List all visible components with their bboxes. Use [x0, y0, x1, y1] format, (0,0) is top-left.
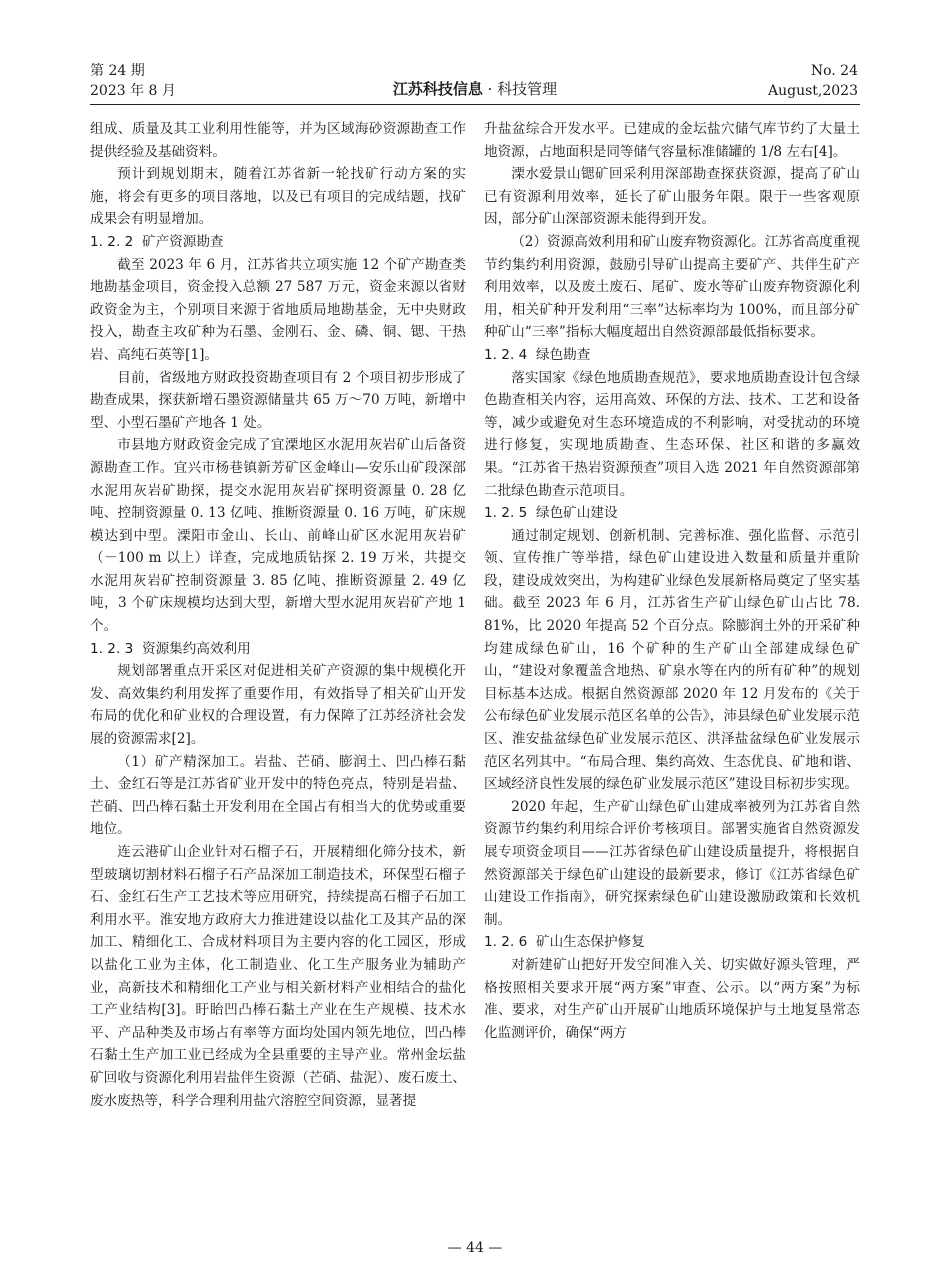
- section-heading-1-2-2: 1. 2. 2 矿产资源勘查: [90, 233, 224, 250]
- paragraph: 目前，省级地方财政投资勘查项目有 2 个项目初步形成了勘查成果，探获新增石墨资源储量共 65 万～70 万吨，新增中型、小型石墨矿产地各 1 处。: [90, 369, 466, 431]
- issue-number-en: No. 24: [810, 63, 858, 79]
- paragraph: 通过制定规划、创新机制、完善标准、强化监督、示范引领、宣传推广等举措，绿色矿山建设进入数量和质量并重阶段，建设成效突出，为构建矿业绿色发展新格局奠定了坚实基础。截至 2023 年 6 月，江苏省生产矿山绿色矿山占比 78. 81%，比 2020 年提高 52 个百分点。除膨润土外的开采矿种均建成绿色矿山，16 个矿种的生产矿山全部建成绿色矿山，“建设对象覆盖含地热、矿泉水等在内的所有矿种”的规划目标基本达成。根据自然资源部 2020 年 12 月发布的《关于公布绿色矿业发展示范区名单的公告》，沛县绿色矿业发展示范区、淮安盐盆绿色矿业发展示范区、洪泽盐盆绿色矿业发展示范区名列其中。“布局合理、集约高效、生态优良、矿地和谐、区域经济良性发展的绿色矿业发展示范区”建设目标初步实现。: [484, 527, 860, 793]
- page-number: — 44 —: [447, 1240, 503, 1256]
- paragraph: 截至 2023 年 6 月，江苏省共立项实施 12 个矿产勘查类地勘基金项目，资金投入总额 27 587 万元，资金来源以省财政资金为主，个别项目来源于省地质局地勘基金，无中央财政投入，勘查主攻矿种为石墨、金刚石、金、磷、铜、锶、干热岩、高纯石英等[1]。: [90, 256, 466, 363]
- paragraph: 溧水爱景山锶矿回采利用深部勘查探获资源，提高了矿山已有资源利用效率，延长了矿山服务年限。限于一些客观原因，部分矿山深部资源未能得到开发。: [484, 166, 860, 228]
- issue-date-cn: 2023 年 8 月: [90, 83, 176, 99]
- paragraph: 落实国家《绿色地质勘查规范》，要求地质勘查设计包含绿色勘查相关内容，运用高效、环保的方法、技术、工艺和设备等，减少或避免对生态环境造成的不利影响，对受扰动的环境进行修复，实现地质勘查、生态环保、社区和谐的多赢效果。“江苏省干热岩资源预查”项目入选 2021 年自然资源部第二批绿色勘查示范项目。: [484, 369, 860, 499]
- journal-name: 江苏科技信息: [392, 80, 483, 98]
- paragraph: 预计到规划期末，随着江苏省新一轮找矿行动方案的实施，将会有更多的项目落地，以及已有项目的完成结题，找矿成果会有明显增加。: [90, 166, 466, 228]
- paragraph: 组成、质量及其工业利用性能等，并为区域海砂资源勘查工作提供经验及基础资料。: [90, 121, 466, 160]
- section-heading-1-2-6: 1. 2. 6 矿山生态保护修复: [484, 934, 645, 951]
- issue-number-cn: 第 24 期: [90, 63, 145, 79]
- paragraph: （2）资源高效利用和矿山废弃物资源化。江苏省高度重视节约集约利用资源，鼓励引导矿山提高主要矿产、共伴生矿产利用效率，以及废土废石、尾矿、废水等矿山废弃物资源化利用，相关矿种开发利用“三率”达标率均为 100%，而且部分矿种矿山“三率”指标大幅度超出自然资源部最低指标要求。: [484, 233, 860, 341]
- page-header: [0, 0, 950, 110]
- paragraph: （1）矿产精深加工。岩盐、芒硝、膨润土、凹凸棒石黏土、金红石等是江苏省矿业开发中的特色亮点，特别是岩盐、芒硝、凹凸棒石黏土开发利用在全国占有相当大的优势或重要地位。: [90, 753, 466, 838]
- paragraph: 规划部署重点开采区对促进相关矿产资源的集中规模化开发、高效集约利用发挥了重要作用，有效指导了相关矿山开发布局的优化和矿业权的合理设置，有力保障了江苏经济社会发展的资源需求[2]。: [90, 663, 466, 748]
- paragraph: 连云港矿山企业针对石榴子石，开展精细化筛分技术，新型玻璃切割材料石榴子石产品深加工制造技术，环保型石榴子石、金红石生产工艺技术等应用研究，持续提高石榴子石加工利用水平。淮安地方政府大力推进建设以盐化工及其产品的深加工、精细化工、合成材料项目为主要内容的化工园区，形成以盐化工业为主体，化工制造业、化工生产服务业为辅助产业，高新技术和精细化工产业与相关新材料产业相结合的盐化工产业结构[3]。盱眙凹凸棒石黏土产业在生产规模、技术水平、产品种类及市场占有率等方面均处国内领先地位，凹凸棒石黏土生产加工业已经成为全县重要的主导产业。常州金坛盐矿回收与资源化利用岩盐伴生资源（芒硝、盐泥）、废石废土、废水废热等，科学合理利用盐穴溶腔空间资源，显著提: [90, 844, 466, 1109]
- section-heading-1-2-5: 1. 2. 5 绿色矿山建设: [484, 505, 618, 522]
- left-column: [90, 118, 466, 1112]
- section-heading-1-2-4: 1. 2. 4 绿色勘查: [484, 346, 591, 363]
- paragraph: 市县地方财政资金完成了宜溧地区水泥用灰岩矿山后备资源勘查工作。宜兴市杨巷镇新芳矿区金峰山—安乐山矿段深部水泥用灰岩矿勘探，提交水泥用灰岩矿探明资源量 0. 28 亿吨、控制资源量 0. 13 亿吨、推断资源量 0. 16 万吨，矿床规模达到中型。溧阳市金山、长山、前峰山矿区水泥用灰岩矿（－100 m 以上）详查，完成地质钻探 2. 19 万米，共提交水泥用灰岩矿控制资源量 3. 85 亿吨、推断资源量 2. 49 亿吨，3 个矿床规模均达到大型，新增大型水泥用灰岩矿产地 1 个。: [90, 437, 466, 635]
- journal-section: · 科技管理: [487, 80, 558, 98]
- paragraph: 2020 年起，生产矿山绿色矿山建成率被列为江苏省自然资源节约集约利用综合评价考核项目。部署实施省自然资源发展专项资金项目——江苏省绿色矿山建设质量提升，将根据自然资源部关于绿色矿山建设的最新要求，修订《江苏省绿色矿山建设工作指南》，研究探索绿色矿山建设激励政策和长效机制。: [484, 798, 860, 928]
- section-heading-1-2-3: 1. 2. 3 资源集约高效利用: [90, 640, 251, 657]
- header-divider: [90, 104, 860, 105]
- paragraph: 对新建矿山把好开发空间准入关、切实做好源头管理，严格按照相关要求开展“两方案”审查、公示。以“两方案”为标准、要求，对生产矿山开展矿山地质环境保护与土地复垦常态化监测评价，确保“两方: [484, 956, 860, 1041]
- paragraph: 升盐盆综合开发水平。已建成的金坛盐穴储气库节约了大量土地资源，占地面积是同等储气容量标准储罐的 1/8 左右[4]。: [484, 121, 860, 160]
- issue-date-en: August,2023: [768, 83, 858, 99]
- right-column: [484, 118, 860, 1044]
